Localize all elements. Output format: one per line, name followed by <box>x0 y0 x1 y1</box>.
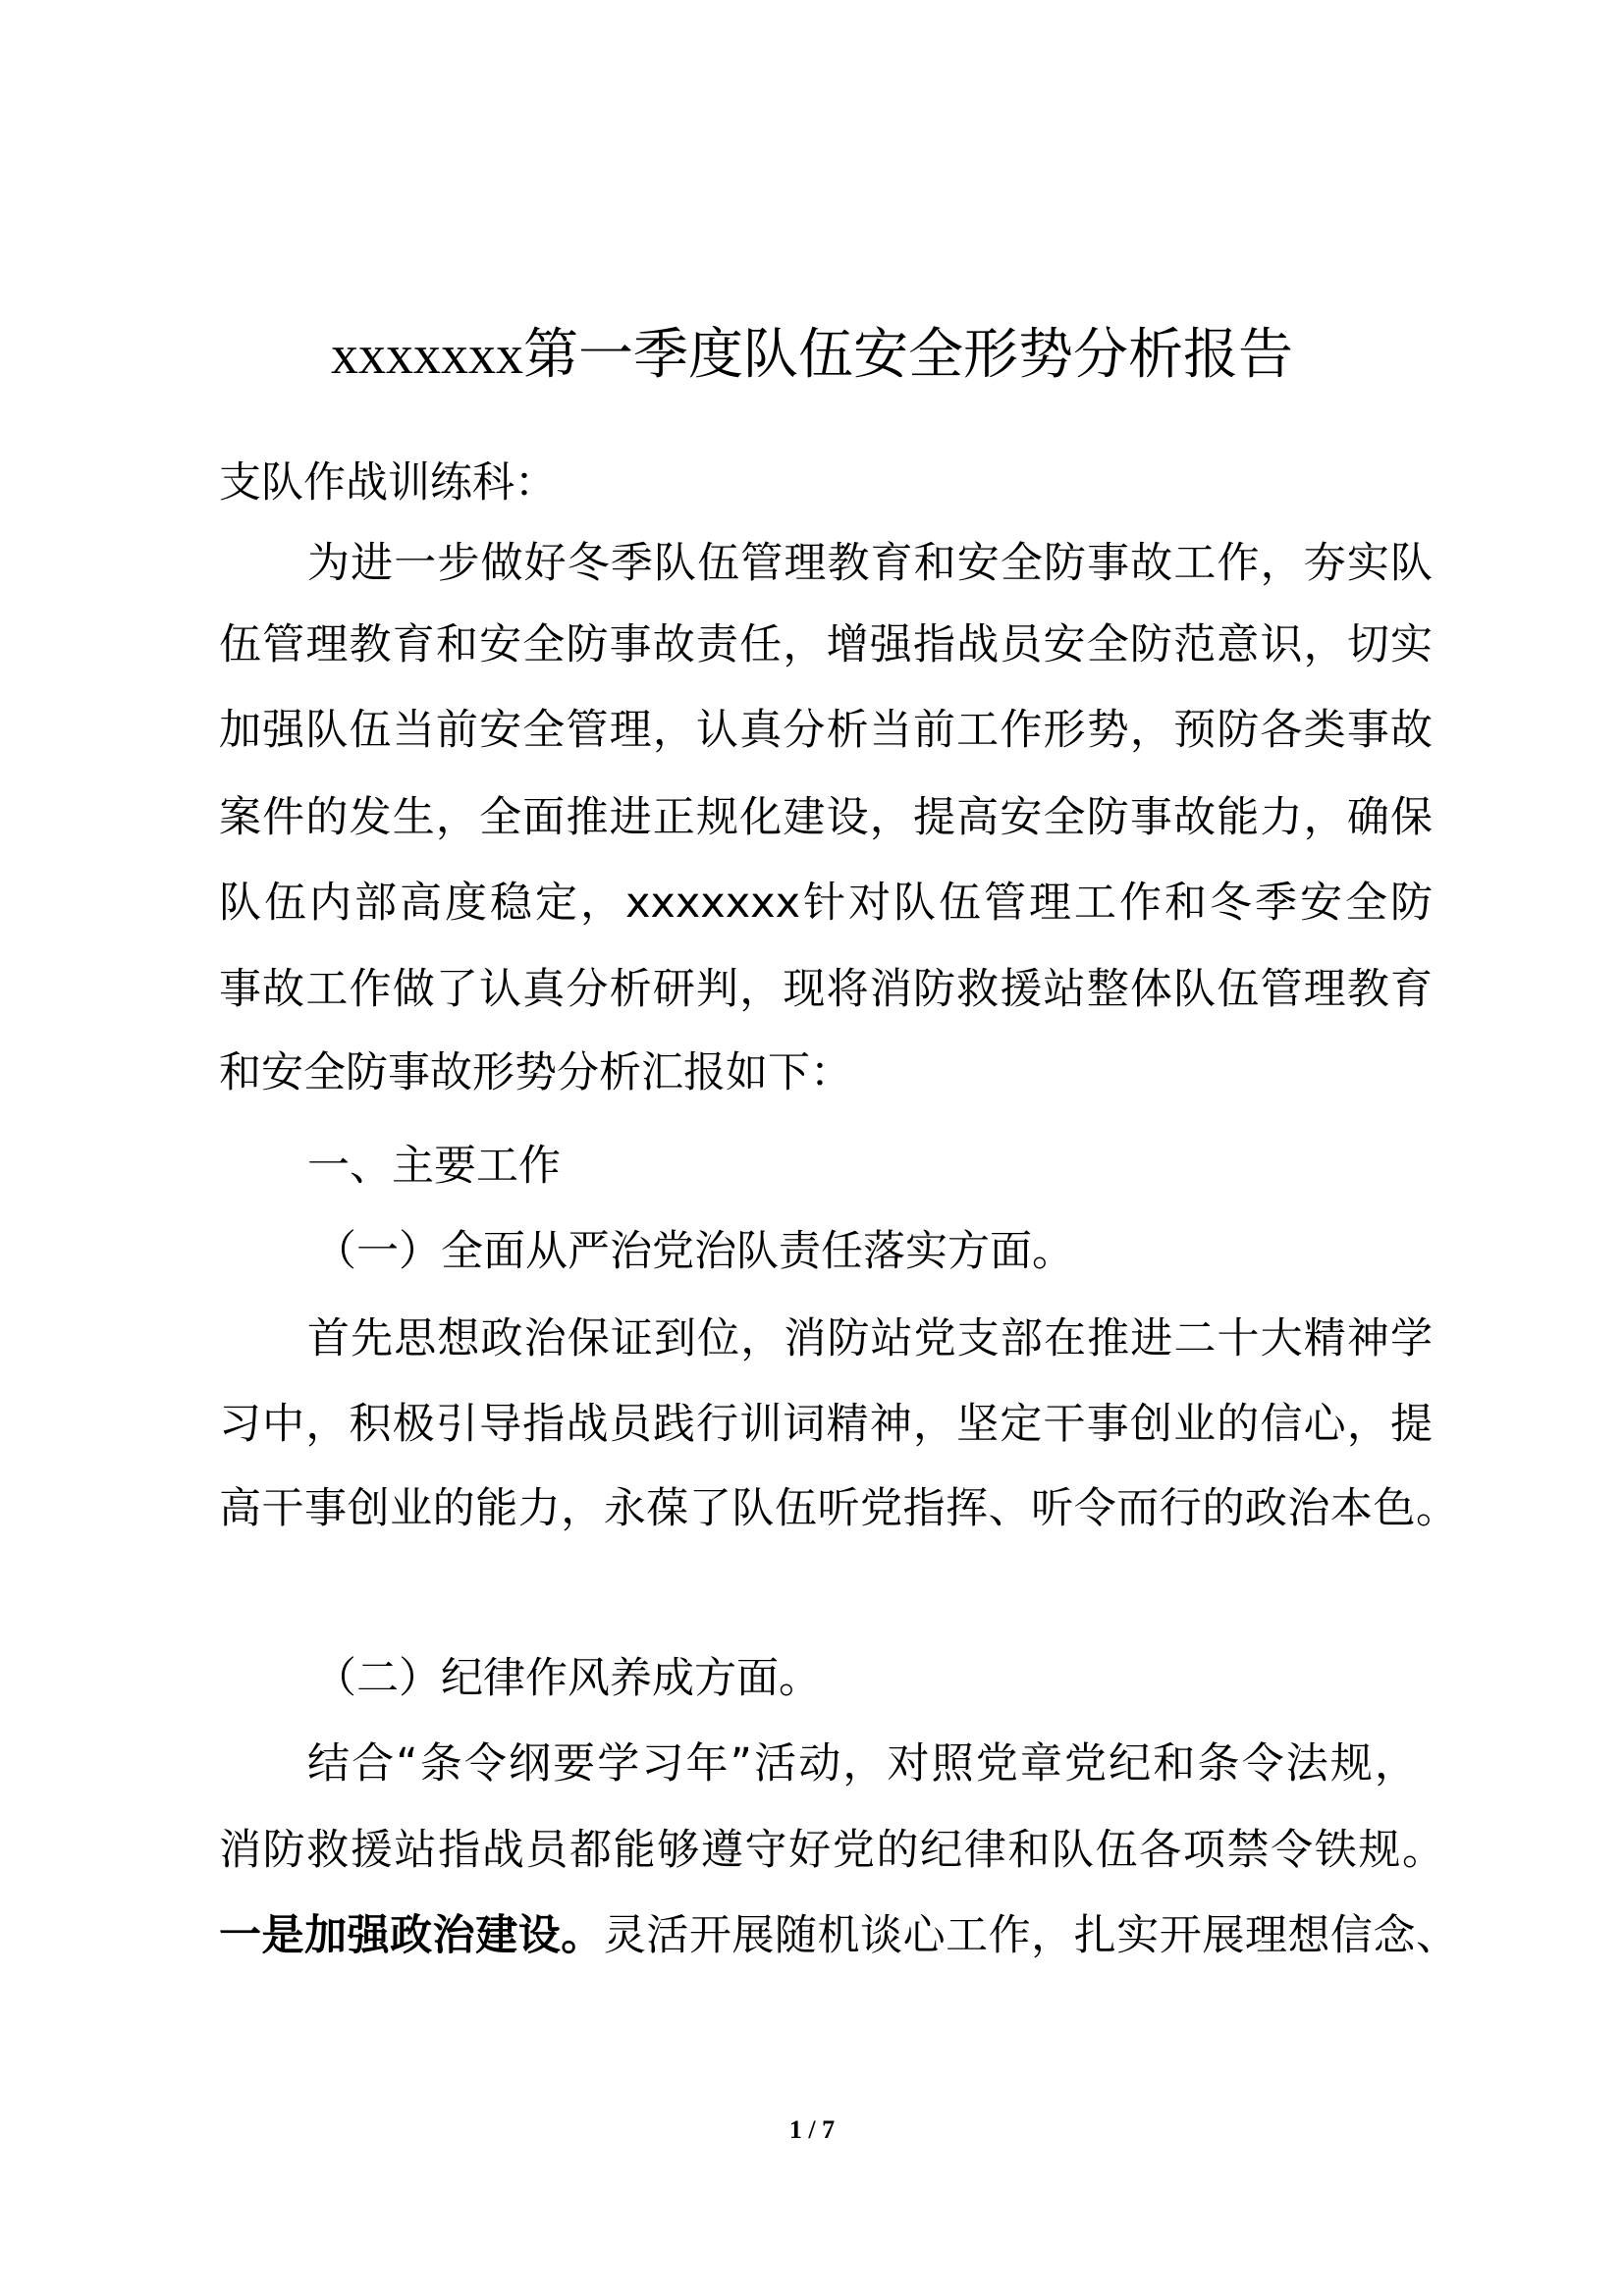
section-heading: 一、主要工作 <box>307 1142 561 1191</box>
document-title <box>0 316 1624 395</box>
title-prefix: xxxxxxx <box>331 325 523 386</box>
body-text: 灵活开展随机谈心工作，扎实开展理想信念、 <box>603 1911 1459 1960</box>
body-line: 高干事创业的能力，永葆了队伍听党指挥、听令而行的政治本色。 <box>219 1484 1458 1533</box>
subsection-heading: （一）全面从严治党治队责任落实方面。 <box>314 1227 1074 1276</box>
body-line: 结合“条令纲要学习年”活动，对照党章党纪和条令法规， <box>307 1739 1417 1789</box>
intro-line: 伍管理教育和安全防事故责任，增强指战员安全防范意识，切实 <box>219 620 1433 669</box>
intro-line: 加强队伍当前安全管理，认真分析当前工作形势，预防各类事故 <box>219 706 1433 755</box>
bold-lead: 一是加强政治建设。 <box>219 1911 604 1960</box>
intro-line: 事故工作做了认真分析研判，现将消防救援站整体队伍管理教育 <box>219 965 1433 1014</box>
title-main: 第一季度队伍安全形势分析报告 <box>523 323 1293 387</box>
body-line: 消防救援站指战员都能够遵守好党的纪律和队伍各项禁令铁规。 <box>219 1826 1444 1875</box>
body-line <box>219 1904 1458 1967</box>
subsection-heading: （二）纪律作风养成方面。 <box>314 1654 821 1703</box>
page-number: 1 / 7 <box>788 2115 836 2144</box>
body-line: 习中，积极引导指战员践行训词精神，坚定干事创业的信心，提 <box>219 1400 1433 1449</box>
intro-line: 队伍内部高度稳定，xxxxxxx针对队伍管理工作和冬季安全防 <box>219 879 1433 928</box>
salutation: 支队作战训练科： <box>219 458 557 507</box>
body-line: 首先思想政治保证到位，消防站党支部在推进二十大精神学 <box>307 1314 1433 1363</box>
intro-line: 和安全防事故形势分析汇报如下： <box>219 1048 852 1097</box>
intro-line: 案件的发生，全面推进正规化建设，提高安全防事故能力，确保 <box>219 793 1433 842</box>
intro-line: 为进一步做好冬季队伍管理教育和安全防事故工作，夯实队 <box>307 539 1433 588</box>
